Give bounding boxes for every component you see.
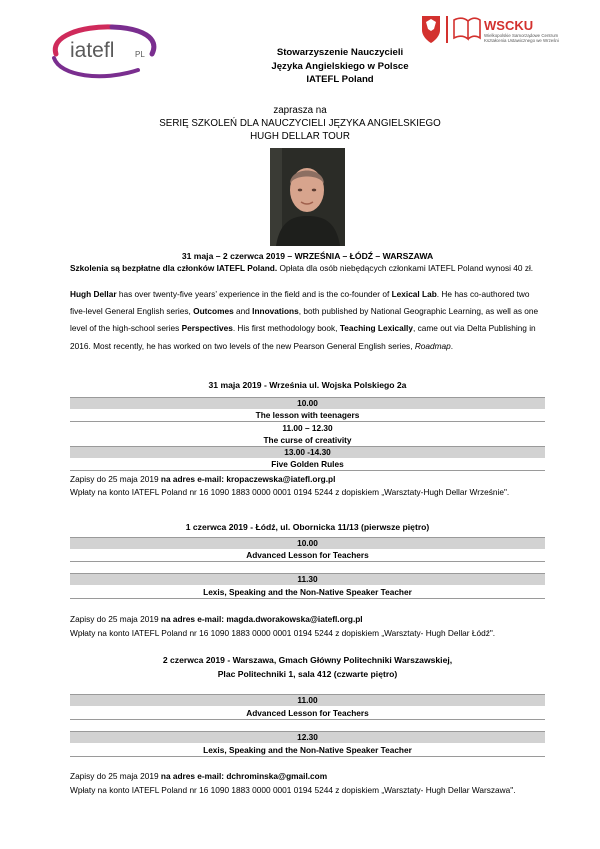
- bio-teaching-lexically: Teaching Lexically: [339, 323, 413, 334]
- day3-signup-email: na adres e-mail: dchrominska@gmail.com: [160, 771, 328, 781]
- fee-info-rest: Opłata dla osób niebędących członkami IATEFL Poland wynosi 40 zł.: [277, 263, 534, 273]
- bio-innovations: Innovations: [252, 306, 299, 317]
- bio-outcomes: Outcomes: [193, 306, 234, 317]
- invite-line-2: SERIĘ SZKOLEŃ DLA NAUCZYCIELI JĘZYKA ANGIELSKIEGO: [159, 118, 441, 129]
- day2-slot2-title: Lexis, Speaking and the Non-Native Speaker Teacher: [203, 587, 412, 597]
- wscku-title: WSCKU: [484, 18, 534, 33]
- day2-payment: Wpłaty na konto IATEFL Poland nr 16 1090 1883 0000 0001 0194 5244 z dopiskiem „Warsztaty- Hugh Dellar Łódź".: [70, 628, 496, 638]
- divider: [70, 598, 545, 599]
- divider: [70, 719, 545, 720]
- bio-text: has over twenty-five years’ experience in the field and is the co-founder of: [116, 289, 392, 299]
- wscku-logo: [420, 14, 595, 46]
- day3-slot2-title: Lexis, Speaking and the Non-Native Speaker Teacher: [203, 745, 412, 755]
- day1-slot2-title: The curse of creativity: [263, 435, 352, 445]
- day2-heading: 1 czerwca 2019 - Łódź, ul. Obornicka 11/13 (pierwsze piętro): [185, 522, 430, 532]
- iatefl-logo-text: iatefl: [70, 39, 115, 62]
- day2-signup-text: Zapisy do 25 maja 2019: [70, 614, 161, 624]
- day3-heading-line1: 2 czerwca 2019 - Warszawa, Gmach Główny Politechniki Warszawskiej,: [162, 655, 453, 665]
- bio-text: . He has co-authored two five-level General English series,: [70, 289, 530, 317]
- org-name-line-1: Stowarzyszenie Nauczycieli: [276, 47, 404, 58]
- day1-payment: Wpłaty na konto IATEFL Poland nr 16 1090 1883 0000 0001 0194 5244 z dopiskiem „Warsztaty-Hugh Dellar Wrześnie".: [70, 487, 510, 497]
- fee-info-bold: Szkolenia są bezpłatne dla członków IATEFL Poland.: [70, 263, 278, 273]
- fee-info: [70, 262, 545, 275]
- day2-signup-email: na adres e-mail: magda.dworakowska@iatefl.org.pl: [160, 614, 363, 624]
- wscku-subline-2: Kształcenia Ustawicznego we Wrześni: [484, 38, 559, 43]
- day1-heading: 31 maja 2019 - Września ul. Wojska Polskiego 2a: [208, 380, 407, 390]
- day1-signup-email: na adres e-mail: kropaczewska@iatefl.org.pl: [160, 474, 336, 484]
- bio-text: and: [233, 306, 253, 317]
- day3-payment: Wpłaty na konto IATEFL Poland nr 16 1090 1883 0000 0001 0194 5244 z dopiskiem „Warsztaty- Hugh Dellar Warszawa".: [70, 785, 516, 795]
- day2-slot1-time: 10.00: [297, 538, 318, 548]
- day1-slot3-title: Five Golden Rules: [271, 459, 344, 469]
- bio-text: , both published by National Geographic Learning, as well as one level of the high-school series: [70, 306, 539, 334]
- divider: [70, 756, 545, 757]
- speaker-bio: [70, 286, 545, 355]
- organization-header: [240, 46, 440, 87]
- day1-slot1-title: The lesson with teenagers: [255, 410, 360, 420]
- iatefl-logo-suffix: PL: [135, 50, 145, 59]
- day3-heading-line2: Plac Politechniki 1, sala 412 (czwarte piętro): [217, 669, 398, 679]
- day3-slot2-time: 12.30: [297, 732, 318, 742]
- invite-line-1: zaprasza na: [273, 105, 327, 116]
- bio-text: . His first methodology book,: [232, 323, 340, 334]
- tour-dates: 31 maja – 2 czerwca 2019 – WRZEŚNIA – ŁÓDŹ – WARSZAWA: [181, 251, 434, 261]
- day2-signup: [70, 613, 545, 626]
- day2-slot1-title: Advanced Lesson for Teachers: [246, 550, 369, 560]
- day1-signup: [70, 473, 545, 486]
- divider: [70, 561, 545, 562]
- speaker-photo: [270, 148, 345, 246]
- day1-slot1-time: 10.00: [297, 398, 318, 408]
- invite-block: [110, 104, 490, 143]
- day3-slot1-title: Advanced Lesson for Teachers: [246, 708, 369, 718]
- invite-line-3: HUGH DELLAR TOUR: [250, 131, 350, 142]
- day1-slot3-time: 13.00 -14.30: [284, 447, 331, 457]
- iatefl-logo: [42, 24, 162, 82]
- bio-text: .: [450, 340, 454, 351]
- day3-slot1-time: 11.00: [297, 695, 318, 705]
- org-name-line-3: IATEFL Poland: [306, 74, 374, 85]
- divider: [70, 421, 545, 422]
- bio-roadmap: Roadmap: [414, 340, 451, 351]
- day2-slot2-time: 11.30: [297, 574, 318, 584]
- day3-signup: [70, 770, 545, 783]
- divider: [70, 470, 545, 471]
- day1-slot2-time: 11.00 – 12.30: [282, 423, 333, 433]
- day1-signup-text: Zapisy do 25 maja 2019: [70, 474, 161, 484]
- bio-name: Hugh Dellar: [70, 289, 117, 299]
- day3-signup-text: Zapisy do 25 maja 2019: [70, 771, 161, 781]
- org-name-line-2: Języka Angielskiego w Polsce: [271, 60, 409, 72]
- bio-lexical-lab: Lexical Lab: [391, 289, 437, 299]
- wscku-subline-1: Wielkopolskie Samorządowe Centrum: [484, 33, 559, 38]
- bio-text: , came out via Delta Publishing in 2016. Most recently, he has worked on two levels of the new Pearson General English series,: [70, 323, 536, 351]
- bio-perspectives: Perspectives: [181, 323, 233, 334]
